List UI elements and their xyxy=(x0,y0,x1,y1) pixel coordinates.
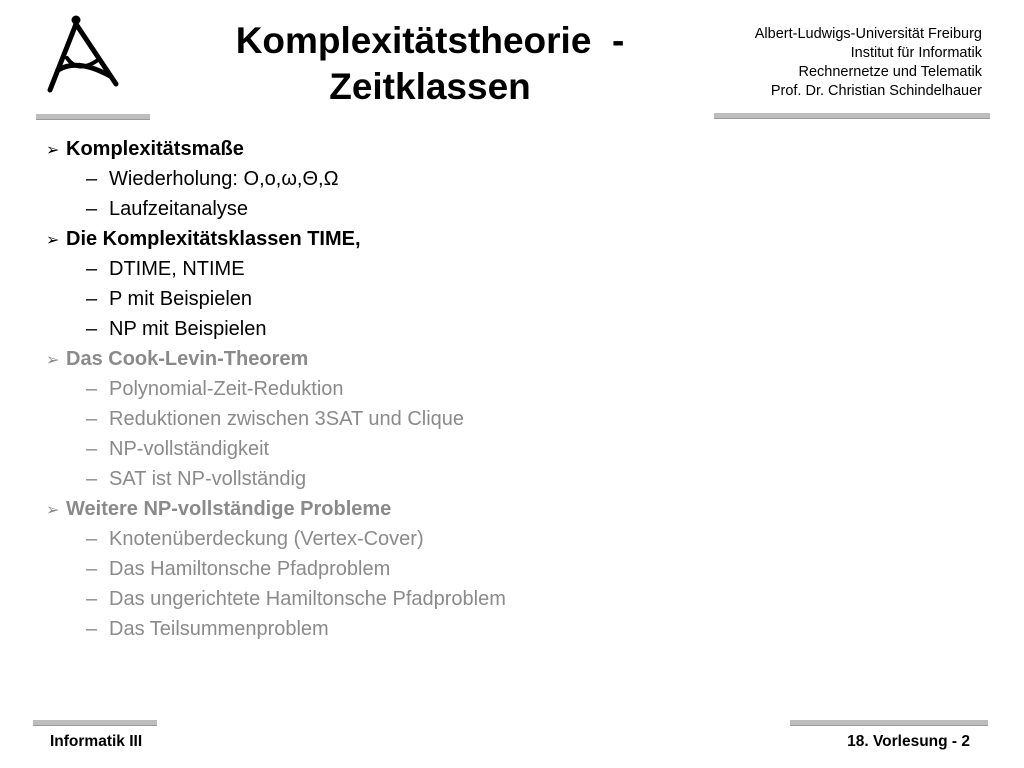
outline-subitem xyxy=(46,164,506,194)
slide-title-line-1: Komplexitätstheorie - xyxy=(235,20,625,61)
outline-item-text: Reduktionen zwischen 3SAT und Clique xyxy=(109,408,465,430)
slide-title-line-2: Zeitklassen xyxy=(329,66,531,107)
outline-subitem xyxy=(46,584,506,614)
outline-section xyxy=(46,344,506,374)
footer-rule-left xyxy=(33,720,157,726)
outline-item-text: Weitere NP-vollständige Probleme xyxy=(66,498,392,520)
outline-item-text: Das Cook-Levin-Theorem xyxy=(66,348,309,370)
university-logo-icon xyxy=(36,14,124,94)
footer-course: Informatik III xyxy=(50,733,143,750)
footer-rule-right xyxy=(790,720,988,726)
outline-item-text: Wiederholung: O,o,ω,Θ,Ω xyxy=(109,168,339,190)
outline-item-text: Knotenüberdeckung (Vertex-Cover) xyxy=(109,528,424,550)
dash-bullet: – xyxy=(86,378,98,400)
dash-bullet: – xyxy=(86,438,98,460)
outline-section xyxy=(46,494,506,524)
dash-bullet: – xyxy=(86,588,98,610)
outline-subitem xyxy=(46,524,506,554)
dash-bullet: – xyxy=(86,258,98,280)
outline-subitem xyxy=(46,254,506,284)
arrowhead-bullet-icon: ➢ xyxy=(46,500,60,519)
outline-item-text: Polynomial-Zeit-Reduktion xyxy=(109,378,344,400)
institution-professor: Prof. Dr. Christian Schindelhauer xyxy=(770,83,982,99)
arrowhead-bullet-icon: ➢ xyxy=(46,140,60,159)
outline-item-text: DTIME, NTIME xyxy=(109,258,245,280)
outline-item-text: SAT ist NP-vollständig xyxy=(109,468,307,490)
dash-bullet: – xyxy=(86,318,98,340)
outline-item-text: Das Hamiltonsche Pfadproblem xyxy=(109,558,391,580)
outline-subitem xyxy=(46,554,506,584)
arrowhead-bullet-icon: ➢ xyxy=(46,230,60,249)
dash-bullet: – xyxy=(86,558,98,580)
outline-section xyxy=(46,134,506,164)
outline-subitem xyxy=(46,464,506,494)
outline-item-text: P mit Beispielen xyxy=(109,288,253,310)
outline-subitem xyxy=(46,434,506,464)
slide-outline xyxy=(46,134,506,644)
institution-department: Rechnernetze und Telematik xyxy=(798,64,982,80)
arrowhead-bullet-icon: ➢ xyxy=(46,350,60,369)
dash-bullet: – xyxy=(86,528,98,550)
outline-subitem xyxy=(46,284,506,314)
outline-item-text: Das Teilsummenproblem xyxy=(109,618,329,640)
dash-bullet: – xyxy=(86,288,98,310)
outline-item-text: Laufzeitanalyse xyxy=(109,198,248,220)
outline-subitem xyxy=(46,404,506,434)
institution-institute: Institut für Informatik xyxy=(850,45,982,61)
dash-bullet: – xyxy=(86,618,98,640)
slide-title xyxy=(190,18,670,110)
outline-subitem xyxy=(46,314,506,344)
dash-bullet: – xyxy=(86,408,98,430)
outline-item-text: Die Komplexitätsklassen TIME, xyxy=(66,228,361,250)
header-rule-right xyxy=(714,113,990,119)
outline-subitem xyxy=(46,614,506,644)
outline-item-text: Das ungerichtete Hamiltonsche Pfadproblem xyxy=(109,588,506,610)
outline-subitem xyxy=(46,194,506,224)
dash-bullet: – xyxy=(86,468,98,490)
outline-section xyxy=(46,224,506,254)
dash-bullet: – xyxy=(86,198,98,220)
outline-subitem xyxy=(46,374,506,404)
outline-item-text: NP-vollständigkeit xyxy=(109,438,270,460)
outline-item-text: Komplexitätsmaße xyxy=(66,138,244,160)
outline-item-text: NP mit Beispielen xyxy=(109,318,267,340)
institution-info xyxy=(755,25,982,101)
footer-lecture-page: 18. Vorlesung - 2 xyxy=(847,733,970,750)
header-rule-left xyxy=(36,114,150,120)
dash-bullet: – xyxy=(86,168,98,190)
institution-university: Albert-Ludwigs-Universität Freiburg xyxy=(754,26,982,42)
